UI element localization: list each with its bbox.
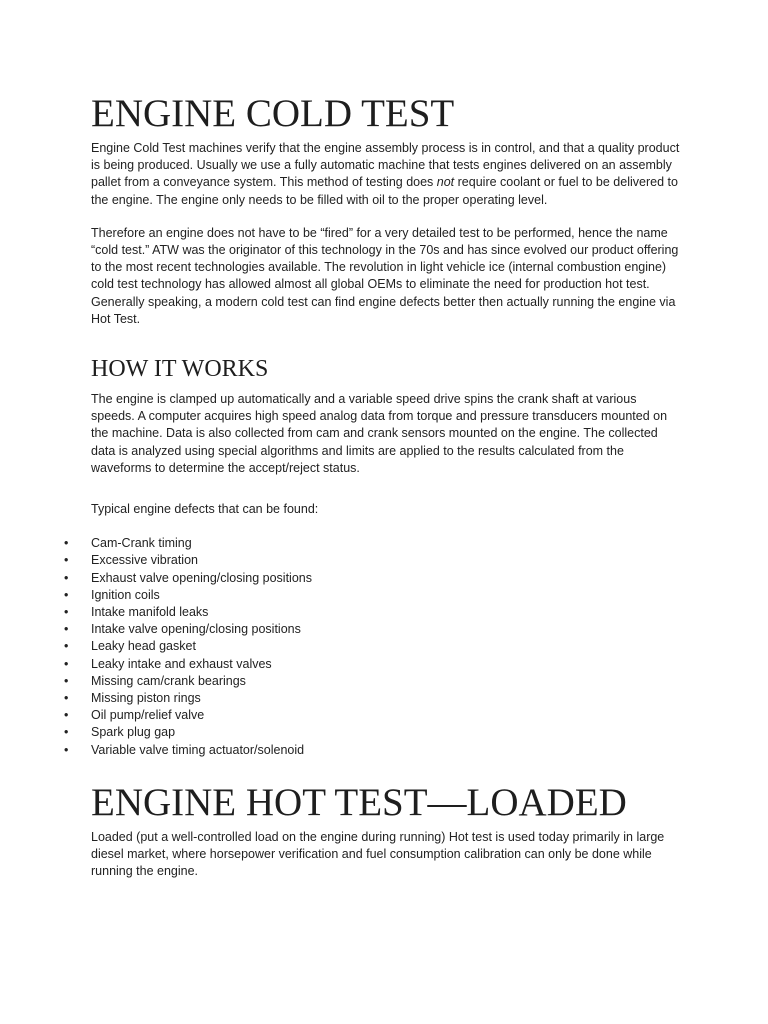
list-item [0, 570, 681, 587]
bullet-icon: • [64, 536, 69, 551]
bullet-icon: • [64, 553, 69, 568]
list-item-label: Spark plug gap [91, 725, 176, 740]
cold-test-paragraph-1 [91, 140, 681, 209]
section-title-cold-test: ENGINE COLD TEST [91, 92, 455, 135]
list-item [0, 690, 681, 707]
bullet-icon: • [64, 725, 69, 740]
bullet-icon: • [64, 587, 69, 602]
list-item [0, 707, 681, 724]
cold-test-paragraph-1-part-b: require coolant or fuel to be delivered to the engine. The engine only needs to be filled with oil to the proper operating level. [91, 175, 678, 207]
list-item-label: Leaky intake and exhaust valves [91, 656, 272, 671]
defects-list [0, 535, 681, 759]
list-item [0, 656, 681, 673]
bullet-icon: • [64, 622, 69, 637]
list-item [0, 535, 681, 552]
list-item-label: Excessive vibration [91, 553, 198, 568]
bullet-icon: • [64, 742, 69, 757]
list-item-label: Intake valve opening/closing positions [91, 622, 301, 637]
defects-intro: Typical engine defects that can be found: [91, 502, 319, 517]
list-item-label: Leaky head gasket [91, 639, 196, 654]
list-item-label: Cam-Crank timing [91, 536, 192, 551]
hot-test-paragraph-1: Loaded (put a well-controlled load on the engine during running) Hot test is used today primarily in large diesel market, where horsepower verification and fuel consumption calibration can only be done while running the engine. [91, 829, 665, 879]
list-item [0, 587, 681, 604]
list-item-label: Variable valve timing actuator/solenoid [91, 742, 305, 757]
list-item [0, 673, 681, 690]
list-item-label: Exhaust valve opening/closing positions [91, 570, 312, 585]
list-item [0, 604, 681, 621]
list-item [0, 552, 681, 569]
list-item-label: Intake manifold leaks [91, 605, 209, 620]
emphasis-not: not [436, 175, 455, 190]
list-item [0, 742, 681, 759]
bullet-icon: • [64, 639, 69, 654]
cold-test-paragraph-1-part-a: Engine Cold Test machines verify that the engine assembly process is in control, and that a quality product is being produced. Usually we use a fully automatic machine that tests engines delivered on an assembly pallet from a conveyance system. This method of testing does [91, 141, 680, 190]
list-item [0, 621, 681, 638]
how-it-works-paragraph-1: The engine is clamped up automatically and a variable speed drive spins the crank shaft at various speeds. A computer acquires high speed analog data from torque and pressure transducers mounted on the machine. Data is also collected from cam and crank sensors mounted on the engine. The collected data is analyzed using special algorithms and limits are applied to the results calculated from the waveforms to determine the accept/reject status. [91, 392, 668, 475]
bullet-icon: • [64, 691, 69, 706]
list-item-label: Missing cam/crank bearings [91, 673, 246, 688]
bullet-icon: • [64, 673, 69, 688]
section-title-hot-test: ENGINE HOT TEST—LOADED [91, 780, 627, 824]
list-item-label: Missing piston rings [91, 691, 201, 706]
list-item [0, 638, 681, 655]
bullet-icon: • [64, 570, 69, 585]
document-page [64, 92, 681, 881]
bullet-icon: • [64, 605, 69, 620]
section-title-how-it-works: HOW IT WORKS [91, 356, 269, 383]
cold-test-paragraph-2: Therefore an engine does not have to be “fired” for a very detailed test to be performed, hence the name “cold test.” ATW was the originator of this technology in the 70s and has since evolved our product offering to the most recent technologies available. The revolution in light vehicle ice (internal combustion engine) cold test technology has allowed almost all global OEMs to eliminate the need for production hot test. Generally speaking, a modern cold test can find engine defects better then actually running the engine via Hot Test. [91, 225, 679, 326]
list-item [0, 724, 681, 741]
bullet-icon: • [64, 656, 69, 671]
list-item-label: Ignition coils [91, 587, 160, 602]
list-item-label: Oil pump/relief valve [91, 708, 205, 723]
bullet-icon: • [64, 708, 69, 723]
